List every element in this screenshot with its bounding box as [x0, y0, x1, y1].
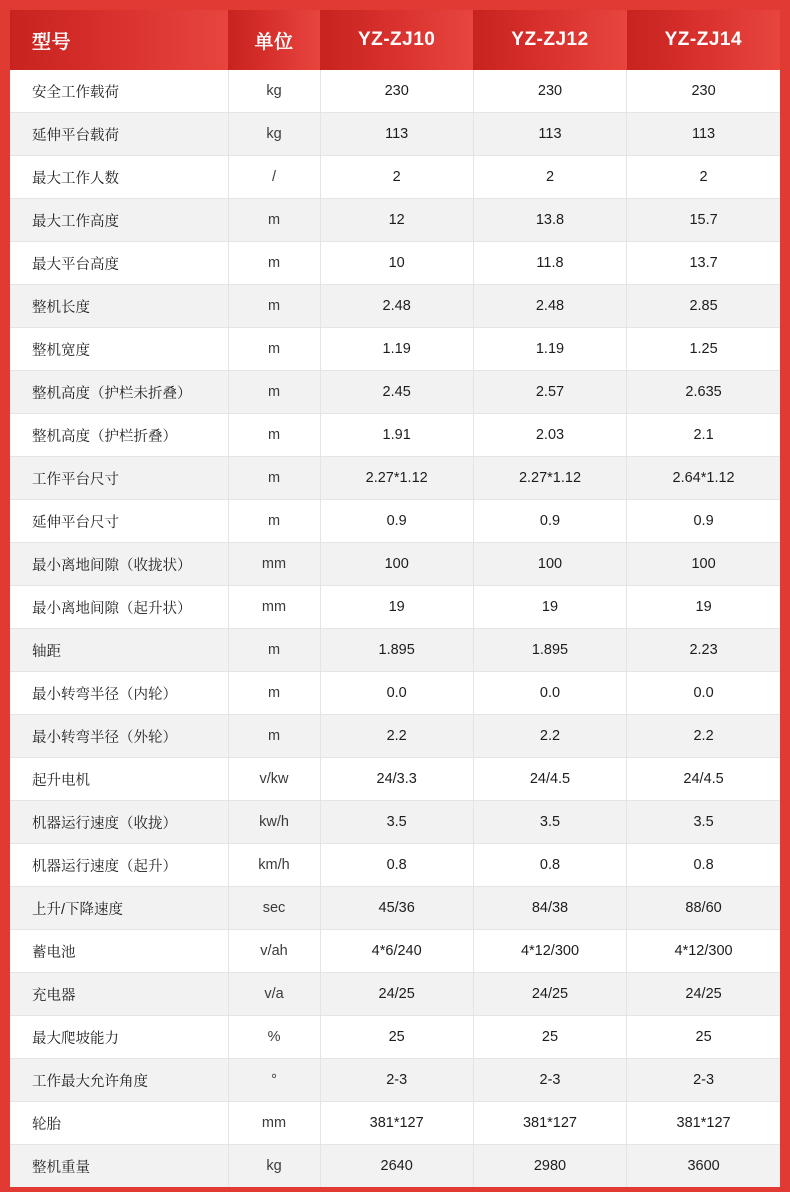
row-unit: kg	[228, 1145, 320, 1188]
row-value-zj14: 25	[627, 1016, 780, 1059]
table-row	[10, 1016, 780, 1059]
row-value-zj14: 88/60	[627, 887, 780, 930]
row-value-zj12: 0.9	[473, 500, 626, 543]
row-value-zj14: 2.2	[627, 715, 780, 758]
row-value-zj12: 2	[473, 156, 626, 199]
row-unit: m	[228, 285, 320, 328]
row-unit: v/kw	[228, 758, 320, 801]
row-value-zj14: 19	[627, 586, 780, 629]
table-row	[10, 414, 780, 457]
table-row	[10, 242, 780, 285]
row-value-zj12: 13.8	[473, 199, 626, 242]
row-value-zj12: 381*127	[473, 1102, 626, 1145]
row-value-zj10: 2	[320, 156, 473, 199]
row-unit: m	[228, 414, 320, 457]
row-value-zj12: 2.03	[473, 414, 626, 457]
row-value-zj14: 15.7	[627, 199, 780, 242]
row-unit: km/h	[228, 844, 320, 887]
row-value-zj14: 0.0	[627, 672, 780, 715]
row-value-zj12: 1.895	[473, 629, 626, 672]
row-unit: kg	[228, 70, 320, 113]
row-value-zj12: 230	[473, 70, 626, 113]
table-body	[10, 70, 780, 1187]
row-value-zj10: 2.48	[320, 285, 473, 328]
row-value-zj12: 100	[473, 543, 626, 586]
table-row	[10, 113, 780, 156]
table-row	[10, 543, 780, 586]
table-row	[10, 930, 780, 973]
row-unit: m	[228, 199, 320, 242]
row-label: 整机重量	[10, 1145, 228, 1188]
row-value-zj10: 1.19	[320, 328, 473, 371]
row-value-zj14: 24/4.5	[627, 758, 780, 801]
header-unit: 单位	[228, 10, 320, 70]
row-unit: kw/h	[228, 801, 320, 844]
right-red-band	[780, 0, 790, 1192]
table-header	[10, 10, 780, 70]
row-label: 上升/下降速度	[10, 887, 228, 930]
row-label: 整机宽度	[10, 328, 228, 371]
row-value-zj12: 84/38	[473, 887, 626, 930]
row-label: 延伸平台尺寸	[10, 500, 228, 543]
table-row	[10, 758, 780, 801]
row-value-zj14: 4*12/300	[627, 930, 780, 973]
header-model: 型号	[10, 10, 228, 70]
row-value-zj10: 1.91	[320, 414, 473, 457]
row-unit: m	[228, 457, 320, 500]
table-row	[10, 715, 780, 758]
row-value-zj10: 2.45	[320, 371, 473, 414]
row-unit: m	[228, 629, 320, 672]
table-row	[10, 500, 780, 543]
table-row	[10, 1145, 780, 1188]
row-value-zj14: 2.64*1.12	[627, 457, 780, 500]
row-value-zj12: 25	[473, 1016, 626, 1059]
row-value-zj12: 2980	[473, 1145, 626, 1188]
row-value-zj14: 1.25	[627, 328, 780, 371]
row-value-zj14: 100	[627, 543, 780, 586]
row-value-zj12: 24/4.5	[473, 758, 626, 801]
row-unit: m	[228, 328, 320, 371]
row-value-zj10: 25	[320, 1016, 473, 1059]
row-value-zj14: 2.1	[627, 414, 780, 457]
header-yz-zj14: YZ-ZJ14	[627, 10, 780, 70]
row-value-zj10: 19	[320, 586, 473, 629]
row-value-zj12: 24/25	[473, 973, 626, 1016]
row-value-zj12: 2.48	[473, 285, 626, 328]
row-unit: m	[228, 242, 320, 285]
row-label: 最小离地间隙（收拢状）	[10, 543, 228, 586]
row-label: 轮胎	[10, 1102, 228, 1145]
row-label: 整机高度（护栏折叠）	[10, 414, 228, 457]
row-label: 蓄电池	[10, 930, 228, 973]
row-value-zj12: 1.19	[473, 328, 626, 371]
row-unit: m	[228, 672, 320, 715]
row-value-zj12: 2.27*1.12	[473, 457, 626, 500]
row-unit: m	[228, 371, 320, 414]
row-unit: v/a	[228, 973, 320, 1016]
table-row	[10, 70, 780, 113]
row-unit: °	[228, 1059, 320, 1102]
row-label: 整机长度	[10, 285, 228, 328]
row-label: 机器运行速度（收拢）	[10, 801, 228, 844]
row-value-zj10: 10	[320, 242, 473, 285]
table-row	[10, 156, 780, 199]
table-row	[10, 285, 780, 328]
row-label: 最大爬坡能力	[10, 1016, 228, 1059]
row-label: 工作平台尺寸	[10, 457, 228, 500]
row-value-zj14: 0.9	[627, 500, 780, 543]
row-value-zj10: 24/3.3	[320, 758, 473, 801]
row-value-zj12: 2.2	[473, 715, 626, 758]
table-row	[10, 457, 780, 500]
row-unit: m	[228, 500, 320, 543]
header-yz-zj10: YZ-ZJ10	[320, 10, 473, 70]
row-value-zj14: 230	[627, 70, 780, 113]
table-row	[10, 586, 780, 629]
table-row	[10, 801, 780, 844]
row-label: 机器运行速度（起升）	[10, 844, 228, 887]
row-unit: v/ah	[228, 930, 320, 973]
row-value-zj12: 11.8	[473, 242, 626, 285]
row-value-zj10: 4*6/240	[320, 930, 473, 973]
row-unit: m	[228, 715, 320, 758]
row-value-zj10: 24/25	[320, 973, 473, 1016]
row-value-zj10: 1.895	[320, 629, 473, 672]
row-label: 最大工作人数	[10, 156, 228, 199]
row-value-zj14: 113	[627, 113, 780, 156]
row-value-zj10: 2.27*1.12	[320, 457, 473, 500]
row-value-zj14: 2.23	[627, 629, 780, 672]
row-value-zj10: 381*127	[320, 1102, 473, 1145]
row-label: 最小转弯半径（外轮）	[10, 715, 228, 758]
row-value-zj14: 13.7	[627, 242, 780, 285]
table-row	[10, 328, 780, 371]
row-unit: mm	[228, 586, 320, 629]
specification-table	[10, 10, 780, 1187]
row-value-zj12: 0.8	[473, 844, 626, 887]
row-value-zj12: 113	[473, 113, 626, 156]
row-label: 延伸平台载荷	[10, 113, 228, 156]
row-unit: sec	[228, 887, 320, 930]
row-unit: mm	[228, 543, 320, 586]
row-value-zj14: 381*127	[627, 1102, 780, 1145]
row-value-zj12: 0.0	[473, 672, 626, 715]
row-value-zj10: 45/36	[320, 887, 473, 930]
table-row	[10, 1059, 780, 1102]
row-value-zj10: 2-3	[320, 1059, 473, 1102]
row-label: 最大平台高度	[10, 242, 228, 285]
row-value-zj14: 24/25	[627, 973, 780, 1016]
left-red-band	[0, 0, 10, 1192]
row-label: 整机高度（护栏未折叠）	[10, 371, 228, 414]
table-row	[10, 629, 780, 672]
row-label: 工作最大允许角度	[10, 1059, 228, 1102]
row-label: 最小离地间隙（起升状）	[10, 586, 228, 629]
row-value-zj10: 2.2	[320, 715, 473, 758]
row-label: 最小转弯半径（内轮）	[10, 672, 228, 715]
row-label: 起升电机	[10, 758, 228, 801]
header-row	[10, 10, 780, 70]
row-unit: kg	[228, 113, 320, 156]
row-value-zj12: 2-3	[473, 1059, 626, 1102]
row-value-zj14: 2.635	[627, 371, 780, 414]
row-value-zj10: 113	[320, 113, 473, 156]
table-row	[10, 973, 780, 1016]
row-value-zj10: 2640	[320, 1145, 473, 1188]
row-value-zj14: 3.5	[627, 801, 780, 844]
row-value-zj10: 100	[320, 543, 473, 586]
row-value-zj10: 0.0	[320, 672, 473, 715]
row-value-zj14: 3600	[627, 1145, 780, 1188]
table-row	[10, 844, 780, 887]
row-unit: /	[228, 156, 320, 199]
table-row	[10, 1102, 780, 1145]
row-value-zj12: 4*12/300	[473, 930, 626, 973]
row-unit: mm	[228, 1102, 320, 1145]
row-value-zj12: 19	[473, 586, 626, 629]
row-value-zj10: 3.5	[320, 801, 473, 844]
row-value-zj10: 0.8	[320, 844, 473, 887]
row-value-zj14: 0.8	[627, 844, 780, 887]
row-value-zj10: 12	[320, 199, 473, 242]
row-value-zj12: 2.57	[473, 371, 626, 414]
table-row	[10, 672, 780, 715]
row-value-zj14: 2.85	[627, 285, 780, 328]
row-value-zj10: 230	[320, 70, 473, 113]
row-unit: %	[228, 1016, 320, 1059]
row-value-zj12: 3.5	[473, 801, 626, 844]
table-row	[10, 199, 780, 242]
row-label: 轴距	[10, 629, 228, 672]
row-label: 安全工作载荷	[10, 70, 228, 113]
row-value-zj10: 0.9	[320, 500, 473, 543]
row-label: 最大工作高度	[10, 199, 228, 242]
row-value-zj14: 2	[627, 156, 780, 199]
top-red-band	[0, 0, 790, 10]
table-row	[10, 887, 780, 930]
row-value-zj14: 2-3	[627, 1059, 780, 1102]
header-yz-zj12: YZ-ZJ12	[473, 10, 626, 70]
table-row	[10, 371, 780, 414]
row-label: 充电器	[10, 973, 228, 1016]
